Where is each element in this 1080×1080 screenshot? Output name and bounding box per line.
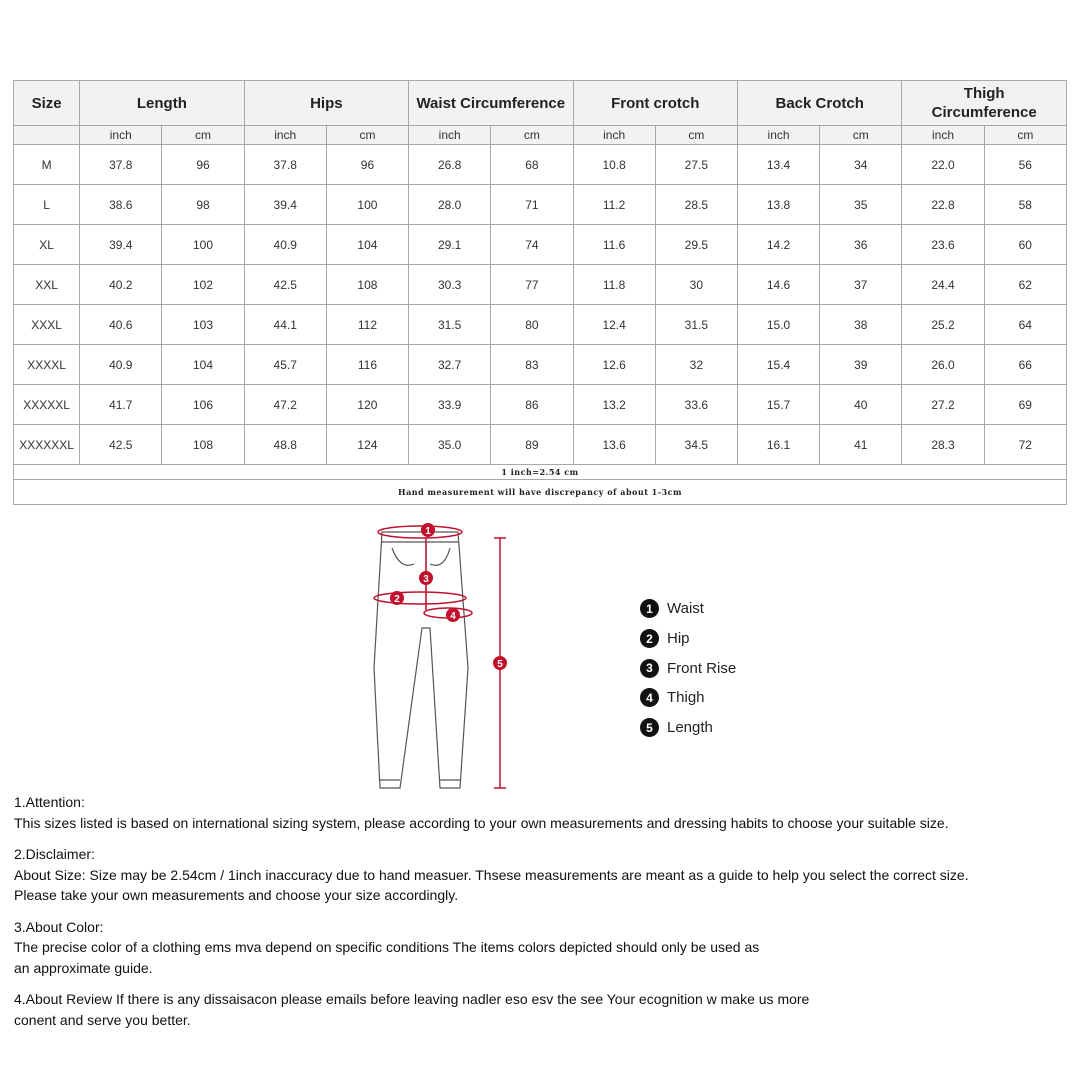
measurement-value: 28.3 (902, 425, 984, 465)
measure-lines (374, 526, 506, 788)
measurement-value: 41 (820, 425, 902, 465)
measurement-value: 10.8 (573, 145, 655, 185)
note-text: Please take your own measurements and choose your size accordingly. (14, 887, 459, 903)
marker-2-label: 2 (394, 594, 400, 605)
legend-label: Waist (667, 600, 704, 618)
header-thigh: Thigh Circumference (902, 81, 1067, 126)
legend-label: Front Rise (667, 659, 737, 677)
diagram-markers (390, 523, 507, 670)
table-row (14, 185, 1067, 225)
measurement-value: 96 (326, 145, 408, 185)
marker-5 (493, 656, 507, 670)
measurement-value: 31.5 (655, 305, 737, 345)
measurement-value: 22.8 (902, 185, 984, 225)
measurement-value: 13.8 (737, 185, 819, 225)
measurement-value: 29.5 (655, 225, 737, 265)
measurement-value: 11.6 (573, 225, 655, 265)
size-label: XXL (14, 265, 80, 305)
measurement-value: 38.6 (80, 185, 162, 225)
marker-1 (421, 523, 435, 537)
note-title: 3.About Color: (14, 918, 104, 935)
table-row (14, 345, 1067, 385)
measurement-value: 103 (162, 305, 244, 345)
marker-4-label: 4 (450, 611, 456, 622)
note-text: conent and serve you better. (14, 1011, 191, 1028)
measurement-value: 28.5 (655, 185, 737, 225)
measurement-value: 29.1 (409, 225, 491, 265)
measurement-value: 22.0 (902, 145, 984, 185)
measurement-value: 47.2 (244, 385, 326, 425)
legend-number-icon: 3 (640, 659, 659, 678)
table-row (14, 265, 1067, 305)
table-body (14, 145, 1067, 465)
header-row (14, 81, 1067, 126)
measurement-value: 40 (820, 385, 902, 425)
note-block (14, 792, 1076, 833)
legend-number-icon: 5 (640, 718, 659, 737)
note-block (14, 989, 1076, 1030)
measurement-value: 25.2 (902, 305, 984, 345)
table-row (14, 225, 1067, 265)
note-text: The precise color of a clothing ems mva depend on specific conditions The items colors depicted should only be used as (14, 939, 760, 955)
pants-measurement-diagram (360, 518, 530, 798)
table-row (14, 305, 1067, 345)
measurement-value: 66 (984, 345, 1066, 385)
measurement-value: 30.3 (409, 265, 491, 305)
measurement-value: 64 (984, 305, 1066, 345)
unit-row (14, 126, 1067, 145)
header-hips: Hips (244, 81, 408, 126)
measurement-value: 11.2 (573, 185, 655, 225)
table-row (14, 145, 1067, 185)
measurement-value: 15.7 (737, 385, 819, 425)
table-row (14, 425, 1067, 465)
measurement-value: 27.5 (655, 145, 737, 185)
legend-number-icon: 2 (640, 629, 659, 648)
measurement-value: 104 (326, 225, 408, 265)
marker-4 (446, 608, 460, 622)
unit-blank (14, 126, 80, 145)
unit-label-cm: cm (820, 126, 902, 145)
note-block (14, 844, 1076, 906)
measurement-value: 116 (326, 345, 408, 385)
measurement-value: 71 (491, 185, 573, 225)
measurement-value: 100 (326, 185, 408, 225)
measurement-value: 34 (820, 145, 902, 185)
measurement-value: 77 (491, 265, 573, 305)
note-text: This sizes listed is based on international sizing system, please according to your own measurements and dressing habits to choose your suitable size. (14, 814, 949, 831)
measurement-value: 12.4 (573, 305, 655, 345)
measurement-value: 40.6 (80, 305, 162, 345)
legend-item (640, 683, 736, 713)
measurement-value: 14.6 (737, 265, 819, 305)
measurement-value: 13.2 (573, 385, 655, 425)
measurement-value: 89 (491, 425, 573, 465)
measurement-value: 96 (162, 145, 244, 185)
measurement-value: 37 (820, 265, 902, 305)
measurement-value: 68 (491, 145, 573, 185)
note-text: About Size: Size may be 2.54cm / 1inch inaccuracy due to hand measuer. Thsese measurements are meant as a guide to help you select the correct size. (14, 866, 969, 883)
measurement-value: 35.0 (409, 425, 491, 465)
right-pocket (430, 548, 450, 565)
measurement-value: 36 (820, 225, 902, 265)
hip-measure-loop (374, 592, 466, 604)
measurement-value: 32.7 (409, 345, 491, 385)
measurement-value: 124 (326, 425, 408, 465)
measurement-value: 74 (491, 225, 573, 265)
measurement-value: 37.8 (244, 145, 326, 185)
measurement-value: 86 (491, 385, 573, 425)
measurement-value: 62 (984, 265, 1066, 305)
measurement-value: 98 (162, 185, 244, 225)
measurement-value: 32 (655, 345, 737, 385)
unit-label-inch: inch (573, 126, 655, 145)
conversion-note: 1 inch=2.54 cm (14, 465, 1067, 480)
measurement-value: 14.2 (737, 225, 819, 265)
measurement-value: 41.7 (80, 385, 162, 425)
header-length: Length (80, 81, 244, 126)
measurement-value: 40.9 (80, 345, 162, 385)
size-label: XXXXXL (14, 385, 80, 425)
size-label: L (14, 185, 80, 225)
legend-item (640, 653, 736, 683)
measurement-value: 39.4 (80, 225, 162, 265)
table-row (14, 385, 1067, 425)
measurement-value: 31.5 (409, 305, 491, 345)
measurement-value: 24.4 (902, 265, 984, 305)
marker-3 (419, 571, 433, 585)
measurement-value: 13.4 (737, 145, 819, 185)
measurement-value: 40.9 (244, 225, 326, 265)
measurement-value: 102 (162, 265, 244, 305)
header-size: Size (14, 81, 80, 126)
measurement-value: 108 (162, 425, 244, 465)
measurement-value: 38 (820, 305, 902, 345)
unit-label-cm: cm (655, 126, 737, 145)
measurement-value: 83 (491, 345, 573, 385)
discrepancy-note: Hand measurement will have discrepancy of about 1-3cm (14, 480, 1067, 505)
left-pocket (392, 548, 414, 565)
legend-number-icon: 1 (640, 599, 659, 618)
measurement-value: 108 (326, 265, 408, 305)
measurement-value: 42.5 (80, 425, 162, 465)
measurement-value: 58 (984, 185, 1066, 225)
legend-label: Hip (667, 630, 690, 648)
pants-body (374, 532, 468, 788)
conversion-row (14, 465, 1067, 480)
measurement-value: 80 (491, 305, 573, 345)
notes-section (14, 792, 1076, 1041)
unit-label-inch: inch (409, 126, 491, 145)
note-block (14, 917, 1076, 979)
measurement-value: 13.6 (573, 425, 655, 465)
measurement-value: 100 (162, 225, 244, 265)
measurement-value: 72 (984, 425, 1066, 465)
measurement-value: 39 (820, 345, 902, 385)
unit-label-cm: cm (326, 126, 408, 145)
size-label: XXXL (14, 305, 80, 345)
measurement-value: 28.0 (409, 185, 491, 225)
size-label: M (14, 145, 80, 185)
note-text: an approximate guide. (14, 959, 153, 976)
measurement-value: 44.1 (244, 305, 326, 345)
measurement-value: 34.5 (655, 425, 737, 465)
size-chart-table (13, 80, 1067, 505)
measurement-value: 48.8 (244, 425, 326, 465)
marker-3-label: 3 (423, 574, 429, 585)
unit-label-inch: inch (80, 126, 162, 145)
note-title: 1.Attention: (14, 794, 85, 810)
measurement-value: 69 (984, 385, 1066, 425)
note-title: 2.Disclaimer: (14, 846, 95, 862)
measurement-legend (640, 594, 736, 742)
header-waist: Waist Circumference (409, 81, 573, 126)
marker-5-label: 5 (497, 659, 503, 670)
measurement-value: 26.8 (409, 145, 491, 185)
unit-label-inch: inch (902, 126, 984, 145)
header-front-crotch: Front crotch (573, 81, 737, 126)
unit-label-cm: cm (162, 126, 244, 145)
measurement-value: 33.9 (409, 385, 491, 425)
measurement-value: 26.0 (902, 345, 984, 385)
note-text: 4.About Review If there is any dissaisacon please emails before leaving nadler eso esv the see Your ecognition w make us more (14, 991, 810, 1007)
measurement-value: 30 (655, 265, 737, 305)
unit-label-inch: inch (737, 126, 819, 145)
legend-item (640, 624, 736, 654)
pants-outline (374, 532, 468, 788)
marker-1-label: 1 (425, 526, 431, 537)
measurement-value: 104 (162, 345, 244, 385)
discrepancy-row (14, 480, 1067, 505)
measurement-value: 33.6 (655, 385, 737, 425)
measurement-value: 16.1 (737, 425, 819, 465)
legend-label: Thigh (667, 689, 705, 707)
measurement-value: 112 (326, 305, 408, 345)
header-back-crotch: Back Crotch (737, 81, 901, 126)
measurement-value: 45.7 (244, 345, 326, 385)
unit-label-cm: cm (491, 126, 573, 145)
measurement-value: 37.8 (80, 145, 162, 185)
measurement-value: 60 (984, 225, 1066, 265)
unit-label-inch: inch (244, 126, 326, 145)
measurement-value: 35 (820, 185, 902, 225)
legend-item (640, 713, 736, 743)
size-label: XXXXL (14, 345, 80, 385)
marker-2 (390, 591, 404, 605)
legend-item (640, 594, 736, 624)
legend-label: Length (667, 719, 713, 737)
measurement-value: 15.0 (737, 305, 819, 345)
measurement-value: 56 (984, 145, 1066, 185)
measurement-value: 42.5 (244, 265, 326, 305)
measurement-value: 106 (162, 385, 244, 425)
size-label: XXXXXXL (14, 425, 80, 465)
measurement-value: 11.8 (573, 265, 655, 305)
measurement-value: 23.6 (902, 225, 984, 265)
measurement-value: 12.6 (573, 345, 655, 385)
measurement-value: 39.4 (244, 185, 326, 225)
measurement-value: 120 (326, 385, 408, 425)
legend-number-icon: 4 (640, 688, 659, 707)
measurement-value: 15.4 (737, 345, 819, 385)
measurement-value: 40.2 (80, 265, 162, 305)
measurement-value: 27.2 (902, 385, 984, 425)
unit-label-cm: cm (984, 126, 1066, 145)
size-label: XL (14, 225, 80, 265)
